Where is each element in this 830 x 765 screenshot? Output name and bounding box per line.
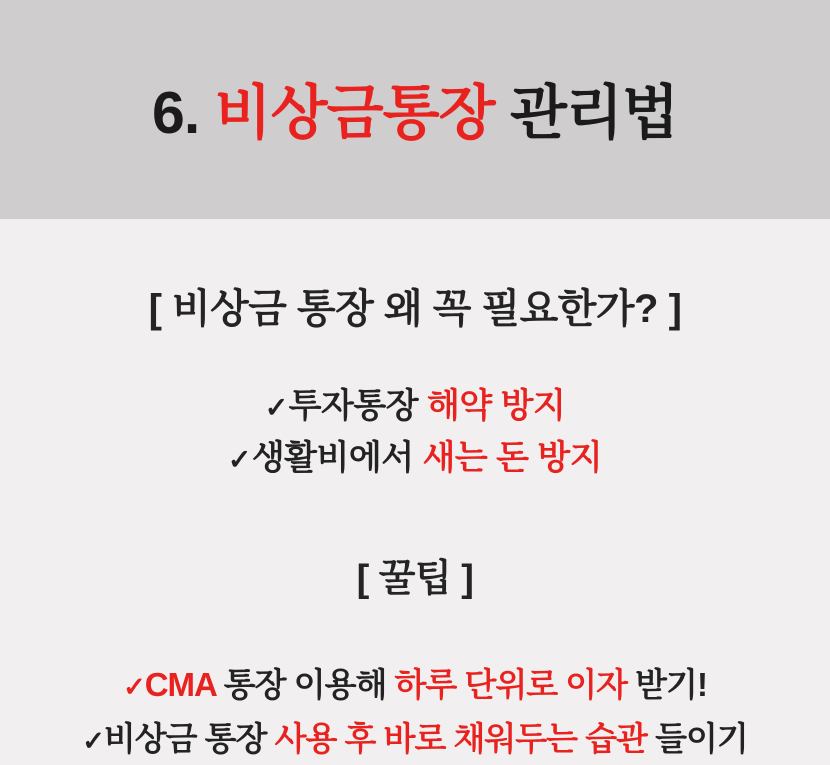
check-icon: ✓ [227,444,251,476]
reason-lead: 투자통장 [288,386,427,425]
tip-mid: 통장 이용해 [215,666,395,704]
check-icon: ✓ [82,725,104,756]
page-title [152,79,678,146]
title-number: 6. [152,79,200,146]
title-accent: 비상금통장 [214,79,495,146]
list-item [20,432,810,485]
list-item [20,712,810,765]
tip-highlight-secondary: 하루 단위로 이자 [394,666,628,704]
check-icon: ✓ [264,391,288,423]
title-rest: 관리법 [494,79,678,146]
tip-list [20,658,810,765]
reason-list [20,380,810,485]
tip-mid: 비상금 통장 [103,719,275,757]
tip-tail: 들이기 [646,719,748,757]
tip-highlight-primary: CMA [144,666,216,704]
question-heading: [ 비상금 통장 왜 꼭 필요한가? ] [148,286,682,331]
list-item [20,658,810,711]
reason-highlight: 해약 방지 [426,386,566,425]
tip-tail: 받기! [627,666,707,704]
tip-heading: [ 꿀팁 ] [356,558,474,601]
header-band [0,0,830,219]
tip-highlight-secondary: 사용 후 바로 채워두는 습관 [274,719,647,757]
list-item [20,380,810,433]
reason-highlight: 새는 돈 방지 [422,439,603,478]
reason-lead: 생활비에서 [251,439,423,478]
content-area [0,219,830,765]
check-icon: ✓ [123,672,145,703]
